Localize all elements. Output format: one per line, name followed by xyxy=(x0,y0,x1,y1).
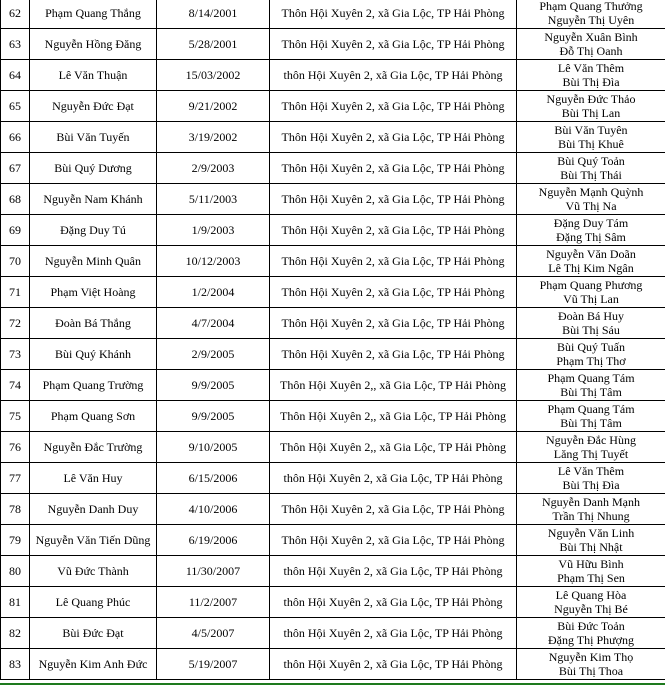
father-name: Nguyễn Xuân Bình xyxy=(544,30,638,44)
table-row xyxy=(1,153,665,184)
cell-parents xyxy=(517,277,665,308)
table-row xyxy=(1,215,665,246)
cell-number: 67 xyxy=(1,153,30,184)
table-row xyxy=(1,649,665,680)
cell-date-of-birth: 11/2/2007 xyxy=(157,587,270,618)
father-name: Phạm Quang Tám xyxy=(547,402,635,416)
mother-name: Bùi Thị Nhật xyxy=(559,540,623,554)
mother-name: Vũ Thị Lan xyxy=(563,292,619,306)
cell-address: Thôn Hội Xuyên 2, xã Gia Lộc, TP Hải Phòng xyxy=(270,184,517,215)
cell-address: Thôn Hội Xuyên 2, xã Gia Lộc, TP Hải Phòng xyxy=(270,308,517,339)
cell-number: 73 xyxy=(1,339,30,370)
cell-address: Thôn Hội Xuyên 2,, xã Gia Lộc, TP Hải Phòng xyxy=(270,401,517,432)
cell-address: Thôn Hội Xuyên 2, xã Gia Lộc, TP Hải Phòng xyxy=(270,246,517,277)
cell-date-of-birth: 5/19/2007 xyxy=(157,649,270,680)
father-name: Phạm Quang Phương xyxy=(539,278,643,292)
cell-parents xyxy=(517,432,665,463)
cell-address: thôn Hội Xuyên 2, xã Gia Lộc, TP Hải Phòng xyxy=(270,649,517,680)
table-row xyxy=(1,277,665,308)
mother-name: Bùi Thị Khuê xyxy=(558,137,624,151)
table-row xyxy=(1,587,665,618)
mother-name: Bùi Thị Thái xyxy=(560,168,622,182)
father-name: Nguyễn Văn Linh xyxy=(547,526,635,540)
cell-parents xyxy=(517,494,665,525)
cell-address: Thôn Hội Xuyên 2,, xã Gia Lộc, TP Hải Phòng xyxy=(270,432,517,463)
cell-address: thôn Hội Xuyên 2, xã Gia Lộc, TP Hải Phòng xyxy=(270,587,517,618)
cell-date-of-birth: 6/19/2006 xyxy=(157,525,270,556)
father-name: Đặng Duy Tám xyxy=(553,216,629,230)
cell-address: Thôn Hội Xuyên 2, xã Gia Lộc, TP Hải Phòng xyxy=(270,29,517,60)
cell-full-name: Phạm Quang Thắng xyxy=(30,0,157,29)
cell-address: Thôn Hội Xuyên 2, xã Gia Lộc, TP Hải Phòng xyxy=(270,122,517,153)
cell-date-of-birth: 3/19/2002 xyxy=(157,122,270,153)
cell-date-of-birth: 4/10/2006 xyxy=(157,494,270,525)
cell-parents xyxy=(517,308,665,339)
cell-full-name: Lê Văn Thuận xyxy=(30,60,157,91)
father-name: Vũ Hữu Bình xyxy=(558,557,624,571)
cell-full-name: Bùi Đức Đạt xyxy=(30,618,157,649)
father-name: Nguyễn Đắc Hùng xyxy=(546,433,636,447)
cell-number: 68 xyxy=(1,184,30,215)
cell-parents xyxy=(517,587,665,618)
cell-date-of-birth: 8/14/2001 xyxy=(157,0,270,29)
cell-address: Thôn Hội Xuyên 2, xã Gia Lộc, TP Hải Phòng xyxy=(270,91,517,122)
cell-number: 66 xyxy=(1,122,30,153)
table-row xyxy=(1,618,665,649)
father-name: Lê Văn Thêm xyxy=(557,464,625,478)
cell-date-of-birth: 4/5/2007 xyxy=(157,618,270,649)
cell-date-of-birth: 9/10/2005 xyxy=(157,432,270,463)
cell-date-of-birth: 11/30/2007 xyxy=(157,556,270,587)
cell-date-of-birth: 9/9/2005 xyxy=(157,370,270,401)
cell-parents xyxy=(517,246,665,277)
table-row xyxy=(1,60,665,91)
cell-date-of-birth: 15/03/2002 xyxy=(157,60,270,91)
table-row xyxy=(1,494,665,525)
cell-full-name: Nguyễn Danh Duy xyxy=(30,494,157,525)
cell-parents xyxy=(517,401,665,432)
cell-parents xyxy=(517,339,665,370)
cell-date-of-birth: 2/9/2003 xyxy=(157,153,270,184)
mother-name: Nguyễn Thị Bé xyxy=(554,602,628,616)
cell-address: Thôn Hội Xuyên 2, xã Gia Lộc, TP Hải Phòng xyxy=(270,494,517,525)
cell-number: 63 xyxy=(1,29,30,60)
table-row xyxy=(1,432,665,463)
cell-date-of-birth: 4/7/2004 xyxy=(157,308,270,339)
father-name: Bùi Đức Toản xyxy=(557,619,625,633)
cell-number: 83 xyxy=(1,649,30,680)
cell-address: Thôn Hội Xuyên 2, xã Gia Lộc, TP Hải Phòng xyxy=(270,525,517,556)
mother-name: Nguyễn Thị Uyên xyxy=(547,13,635,27)
cell-full-name: Lê Văn Huy xyxy=(30,463,157,494)
cell-number: 78 xyxy=(1,494,30,525)
cell-date-of-birth: 2/9/2005 xyxy=(157,339,270,370)
table-row xyxy=(1,246,665,277)
cell-date-of-birth: 9/9/2005 xyxy=(157,401,270,432)
cell-parents xyxy=(517,370,665,401)
cell-parents xyxy=(517,215,665,246)
cell-parents xyxy=(517,122,665,153)
mother-name: Bùi Thị Đìa xyxy=(562,75,620,89)
cell-number: 75 xyxy=(1,401,30,432)
cell-parents xyxy=(517,525,665,556)
table-row xyxy=(1,525,665,556)
mother-name: Lăng Thị Tuyết xyxy=(553,447,629,461)
cell-parents xyxy=(517,463,665,494)
father-name: Lê Văn Thêm xyxy=(557,61,625,75)
cell-parents xyxy=(517,618,665,649)
cell-full-name: Nguyễn Hồng Đăng xyxy=(30,29,157,60)
father-name: Lê Quang Hòa xyxy=(555,588,627,602)
mother-name: Bùi Thị Tâm xyxy=(560,416,622,430)
mother-name: Bùi Thị Thoa xyxy=(558,664,624,678)
mother-name: Bùi Thị Lan xyxy=(561,106,621,120)
table-body xyxy=(1,0,665,680)
cell-parents xyxy=(517,184,665,215)
cell-full-name: Nguyễn Đức Đạt xyxy=(30,91,157,122)
cell-number: 69 xyxy=(1,215,30,246)
cell-address: thôn Hội Xuyên 2, xã Gia Lộc, TP Hải Phòng xyxy=(270,60,517,91)
cell-number: 79 xyxy=(1,525,30,556)
cell-address: thôn Hội Xuyên 2, xã Gia Lộc, TP Hải Phòng xyxy=(270,463,517,494)
cell-date-of-birth: 10/12/2003 xyxy=(157,246,270,277)
table-row xyxy=(1,122,665,153)
cell-number: 77 xyxy=(1,463,30,494)
mother-name: Đặng Thị Phượng xyxy=(548,633,634,647)
mother-name: Lê Thị Kim Ngân xyxy=(548,261,634,275)
cell-address: Thôn Hội Xuyên 2, xã Gia Lộc, TP Hải Phòng xyxy=(270,339,517,370)
table-row xyxy=(1,463,665,494)
cell-full-name: Bùi Quý Dương xyxy=(30,153,157,184)
cell-date-of-birth: 5/11/2003 xyxy=(157,184,270,215)
father-name: Nguyễn Kim Thọ xyxy=(548,650,634,664)
cell-full-name: Đặng Duy Tú xyxy=(30,215,157,246)
cell-date-of-birth: 9/21/2002 xyxy=(157,91,270,122)
father-name: Đoàn Bá Huy xyxy=(558,309,624,323)
cell-number: 76 xyxy=(1,432,30,463)
cell-full-name: Phạm Quang Sơn xyxy=(30,401,157,432)
table-row xyxy=(1,370,665,401)
cell-address: Thôn Hội Xuyên 2, xã Gia Lộc, TP Hải Phòng xyxy=(270,153,517,184)
cell-full-name: Nguyễn Văn Tiến Dũng xyxy=(30,525,157,556)
mother-name: Phạm Thị Sen xyxy=(557,571,625,585)
cell-full-name: Lê Quang Phúc xyxy=(30,587,157,618)
father-name: Bùi Quý Toản xyxy=(557,154,625,168)
cell-date-of-birth: 1/9/2003 xyxy=(157,215,270,246)
cell-number: 71 xyxy=(1,277,30,308)
cell-address: Thôn Hội Xuyên 2, xã Gia Lộc, TP Hải Phòng xyxy=(270,277,517,308)
cell-parents xyxy=(517,649,665,680)
table-row xyxy=(1,556,665,587)
table-row xyxy=(1,308,665,339)
cell-number: 72 xyxy=(1,308,30,339)
father-name: Phạm Quang Thưởng xyxy=(539,0,643,13)
cell-full-name: Nguyễn Nam Khánh xyxy=(30,184,157,215)
cell-parents xyxy=(517,29,665,60)
table-row xyxy=(1,401,665,432)
cell-address: thôn Hội Xuyên 2, xã Gia Lộc, TP Hải Phòng xyxy=(270,618,517,649)
cell-full-name: Phạm Quang Trường xyxy=(30,370,157,401)
father-name: Bùi Văn Tuyên xyxy=(554,123,628,137)
cell-parents xyxy=(517,91,665,122)
mother-name: Bùi Thị Sáu xyxy=(562,323,620,337)
cell-full-name: Bùi Văn Tuyến xyxy=(30,122,157,153)
father-name: Nguyễn Mạnh Quỳnh xyxy=(538,185,644,199)
table-row xyxy=(1,29,665,60)
mother-name: Bùi Thị Đìa xyxy=(562,478,620,492)
father-name: Bùi Quý Tuấn xyxy=(556,340,626,354)
cell-date-of-birth: 1/2/2004 xyxy=(157,277,270,308)
cell-full-name: Nguyễn Minh Quân xyxy=(30,246,157,277)
cell-date-of-birth: 5/28/2001 xyxy=(157,29,270,60)
father-name: Nguyễn Văn Doãn xyxy=(546,247,636,261)
cell-full-name: Nguyễn Đắc Trường xyxy=(30,432,157,463)
cell-number: 65 xyxy=(1,91,30,122)
mother-name: Đỗ Thị Oanh xyxy=(559,44,623,58)
table-row xyxy=(1,91,665,122)
cell-address: thôn Hội Xuyên 2, xã Gia Lộc, TP Hải Phòng xyxy=(270,556,517,587)
cell-date-of-birth: 6/15/2006 xyxy=(157,463,270,494)
cell-number: 64 xyxy=(1,60,30,91)
cell-number: 62 xyxy=(1,0,30,29)
cell-full-name: Đoàn Bá Thắng xyxy=(30,308,157,339)
cell-parents xyxy=(517,556,665,587)
cell-number: 81 xyxy=(1,587,30,618)
father-name: Nguyễn Đức Thảo xyxy=(546,92,636,106)
cell-parents xyxy=(517,0,665,29)
mother-name: Bùi Thị Tâm xyxy=(560,385,622,399)
cell-address: Thôn Hội Xuyên 2,, xã Gia Lộc, TP Hải Phòng xyxy=(270,370,517,401)
cell-parents xyxy=(517,60,665,91)
cell-address: Thôn Hội Xuyên 2, xã Gia Lộc, TP Hải Phòng xyxy=(270,215,517,246)
cell-number: 70 xyxy=(1,246,30,277)
mother-name: Trần Thị Nhung xyxy=(552,509,630,523)
table-row xyxy=(1,184,665,215)
cell-number: 82 xyxy=(1,618,30,649)
father-name: Phạm Quang Tám xyxy=(547,371,635,385)
table-row xyxy=(1,339,665,370)
mother-name: Phạm Thị Thơ xyxy=(556,354,626,368)
cell-number: 74 xyxy=(1,370,30,401)
mother-name: Vũ Thị Na xyxy=(565,199,617,213)
table-row xyxy=(1,0,665,29)
mother-name: Đặng Thị Sâm xyxy=(556,230,626,244)
cell-full-name: Nguyễn Kim Anh Đức xyxy=(30,649,157,680)
cell-full-name: Vũ Đức Thành xyxy=(30,556,157,587)
cell-full-name: Bùi Quý Khánh xyxy=(30,339,157,370)
cell-full-name: Phạm Việt Hoàng xyxy=(30,277,157,308)
cell-address: Thôn Hội Xuyên 2, xã Gia Lộc, TP Hải Phòng xyxy=(270,0,517,29)
cell-parents xyxy=(517,153,665,184)
father-name: Nguyễn Danh Mạnh xyxy=(542,495,640,509)
cell-number: 80 xyxy=(1,556,30,587)
